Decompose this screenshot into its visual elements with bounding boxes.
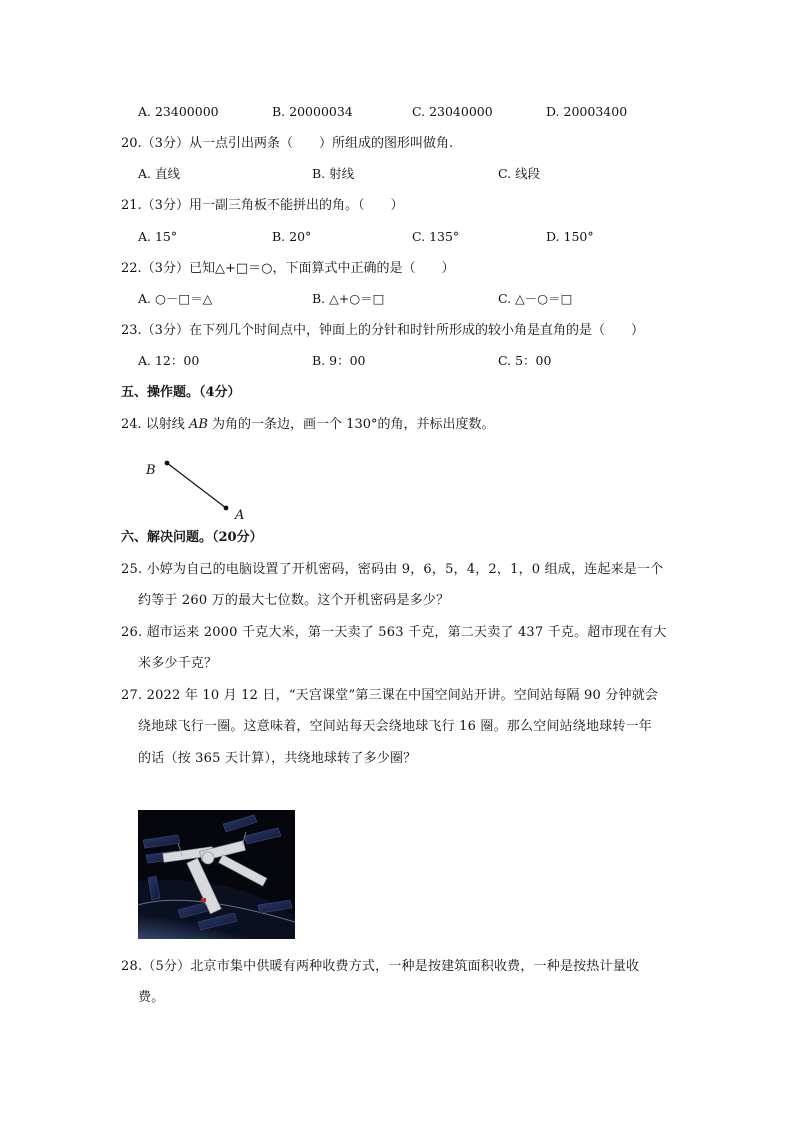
ray-ab-line: [167, 463, 226, 508]
q20-option-a: A. 直线: [138, 166, 180, 181]
section-5-title: 五、操作题。（4分）: [121, 385, 241, 400]
section-6-title: 六、解决问题。（20分）: [121, 530, 263, 545]
q27-line-1: 27. 2022 年 10 月 12 日，“天宫课堂”第三课在中国空间站开讲。空间站每隔 90 分钟就会: [121, 688, 659, 703]
q22-option-c: C. △－○＝□: [498, 291, 573, 306]
q21-option-a: A. 15°: [138, 229, 178, 244]
point-a: [224, 506, 229, 511]
q23-option-a: A. 12：00: [138, 353, 200, 368]
q23-option-c: C. 5：00: [498, 353, 552, 368]
q21-text: 21.（3分）用一副三角板不能拼出的角。（ ）: [121, 198, 404, 213]
q19-option-c: C. 23040000: [412, 104, 493, 119]
q20-text: 20.（3分）从一点引出两条（ ）所组成的图形叫做角.: [121, 136, 454, 151]
q26-line-1: 26. 超市运来 2000 千克大米，第一天卖了 563 千克，第二天卖了 437 千克。超市现在有大: [121, 625, 667, 640]
q26-line-2: 米多少千克？: [138, 656, 218, 671]
point-b: [165, 461, 170, 466]
q23-text: 23.（3分）在下列几个时间点中，钟面上的分针和时针所形成的较小角是直角的是（ ）: [121, 323, 644, 338]
q28-line-1: 28.（5分）北京市集中供暖有两种收费方式，一种是按建筑面积收费，一种是按热计量收: [121, 959, 640, 974]
q25-line-2: 约等于 260 万的最大七位数。这个开机密码是多少？: [138, 593, 450, 608]
point-b-label: B: [146, 463, 156, 478]
q21-option-b: B. 20°: [272, 229, 312, 244]
q19-option-a: A. 23400000: [138, 104, 219, 119]
q28-line-2: 费。: [138, 990, 165, 1005]
q20-option-c: C. 线段: [498, 166, 541, 181]
point-a-label: A: [235, 508, 245, 523]
ray-ab-diagram: [130, 445, 270, 530]
q19-option-d: D. 20003400: [546, 104, 628, 119]
q27-line-3: 的话（按 365 天计算），共绕地球转了多少圈？: [138, 751, 417, 766]
q22-text: 22.（3分）已知△+□＝○，下面算式中正确的是（ ）: [121, 261, 455, 276]
q20-option-b: B. 射线: [312, 166, 355, 181]
q27-line-2: 绕地球飞行一圈。这意味着，空间站每天会绕地球飞行 16 圈。那么空间站绕地球转一年: [138, 719, 653, 734]
q21-option-c: C. 135°: [412, 229, 460, 244]
q19-option-b: B. 20000034: [272, 104, 353, 119]
q21-option-d: D. 150°: [546, 229, 594, 244]
q22-option-b: B. △+○＝□: [312, 291, 385, 306]
q23-option-b: B. 9：00: [312, 353, 366, 368]
q25-line-1: 25. 小婷为自己的电脑设置了开机密码，密码由 9，6，5，4，2，1，0 组成，连起来是一个: [121, 562, 664, 577]
q24-ray-label: AB: [188, 417, 208, 432]
q24-prefix: 24. 以射线: [121, 417, 189, 432]
q24-text: [121, 418, 494, 431]
space-station-photo: [138, 810, 295, 939]
q24-suffix: 为角的一条边，画一个 130°的角，并标出度数。: [207, 417, 495, 432]
q22-option-a: A. ○－□＝△: [138, 291, 213, 306]
